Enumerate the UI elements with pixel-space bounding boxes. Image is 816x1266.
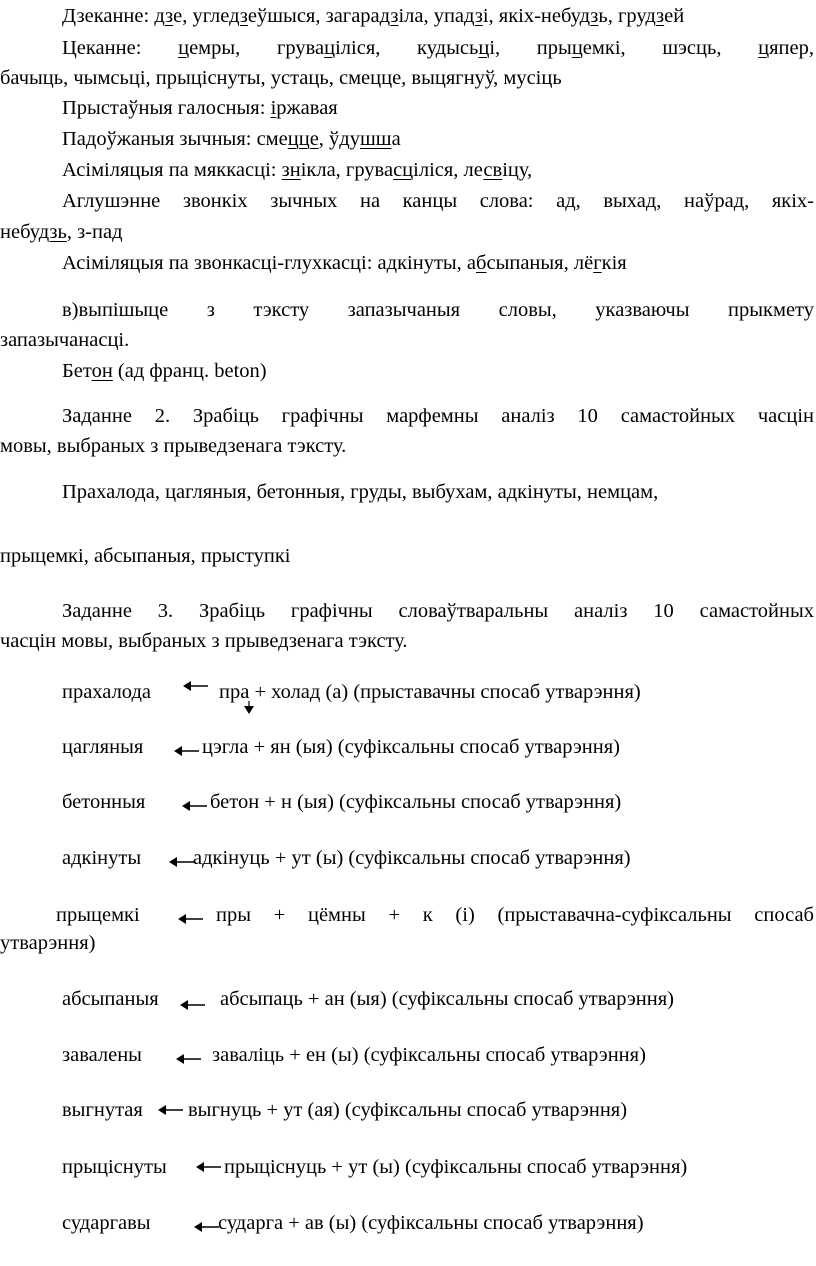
underlined-letters: дз xyxy=(379,5,399,27)
underlined-letters: ц xyxy=(324,37,336,59)
task2-line-2: мовы, выбраных з прыведзенага тэксту. xyxy=(0,435,347,457)
derivation-arrow xyxy=(176,1048,202,1072)
down-arrow-icon xyxy=(243,701,255,715)
derivation-row-analysis-continued: утварэння) xyxy=(0,932,96,954)
text-fragment: Прыстаўныя галосныя: xyxy=(62,97,271,119)
aglushenne-line-1: Аглушэнне звонкіх зычных на канцы слова: ад, выхад, наўрад, якіх- xyxy=(62,190,814,212)
derivation-row-word: прыцемкі xyxy=(56,904,140,926)
text-fragment: іліся, ле xyxy=(413,159,484,181)
asimiljacyja-zvonkasci-line xyxy=(62,251,627,275)
underlined-letters: б xyxy=(476,252,487,274)
left-arrow-icon xyxy=(176,1052,202,1066)
text-fragment: і, якіх-небу xyxy=(482,5,580,27)
text-fragment: і, пры xyxy=(489,37,572,59)
underlined-letters: і xyxy=(270,97,277,119)
underlined-letters: дз xyxy=(229,5,248,27)
underlined-letters: ц xyxy=(178,37,190,59)
underlined-letters: дз xyxy=(154,5,174,27)
underlined-letters: зн xyxy=(281,159,301,181)
padouzhanyja-line xyxy=(62,127,401,151)
task3-line-1: Заданне 3. Зрабіць графічны словаўтваральны аналіз 10 самастойных xyxy=(62,600,814,622)
tsekanne-label: Цеканне: xyxy=(62,37,179,59)
text-fragment: япер, xyxy=(769,37,814,59)
vypishyce-line-1: в)выпішыце з тэксту запазычаныя словы, указваючы прыкмету xyxy=(62,299,814,321)
text-fragment: еўшыся, загара xyxy=(247,5,380,27)
derivation-arrow xyxy=(158,1099,184,1123)
derivation-row-analysis: адкінуць + ут (ы) (суфіксальны спосаб утварэння) xyxy=(193,847,631,869)
underlined-letters: шш xyxy=(359,128,392,150)
text-fragment: небу xyxy=(0,221,39,243)
derivation-row-word: выгнутая xyxy=(62,1099,143,1121)
derivation-row-analysis: заваліць + ен (ы) (суфіксальны спосаб утварэння) xyxy=(212,1044,646,1066)
derivation-row-analysis: абсыпаць + ан (ыя) (суфіксальны спосаб утварэння) xyxy=(220,988,674,1010)
text-fragment: іліся, кудысь xyxy=(335,37,479,59)
aglushenne-line-2 xyxy=(0,220,123,244)
underlined-letters: он xyxy=(91,360,113,382)
dzekanne-label: Дзеканне: xyxy=(62,5,155,27)
text-fragment: Бет xyxy=(62,360,92,382)
derivation-row-word: прахалода xyxy=(62,681,151,703)
left-arrow-icon xyxy=(196,1160,222,1174)
text-fragment: кія xyxy=(601,252,627,274)
asimiljacyja-mjakkasci-line xyxy=(62,158,532,182)
text-fragment: Падоўжаныя зычныя: сме xyxy=(62,128,288,150)
text-fragment: , з-па xyxy=(66,221,113,243)
task2-words-line-2: прыцемкі, абсыпаныя, прыступкі xyxy=(0,545,291,567)
derivation-arrow xyxy=(174,740,200,764)
underlined-letters: д xyxy=(386,252,398,274)
derivation-arrow xyxy=(196,1156,222,1180)
derivation-row-word: сударгавы xyxy=(62,1212,151,1234)
derivation-row-word: цагляныя xyxy=(62,736,144,758)
text-fragment: ей xyxy=(664,5,685,27)
vypishyce-line-2: запазычанасці. xyxy=(0,329,130,351)
text-fragment: кінуты, а xyxy=(397,252,477,274)
derivation-arrow xyxy=(182,795,208,819)
derivation-row-analysis: пры + цёмны + к (і) (прыставачна-суфіксальны спосаб xyxy=(216,904,814,926)
underlined-letters: дз xyxy=(579,5,599,27)
underlined-letters: св xyxy=(483,159,503,181)
left-arrow-icon xyxy=(194,1220,220,1234)
derivation-arrow xyxy=(183,675,209,699)
task2-line-1: Заданне 2. Зрабіць графічны марфемны аналіз 10 самастойных часцін xyxy=(62,405,814,427)
text-fragment: емкі, шэсць, xyxy=(582,37,759,59)
derivation-row-word: абсыпаныя xyxy=(62,988,159,1010)
derivation-row-analysis: бетон + н (ыя) (суфіксальны спосаб утварэння) xyxy=(210,791,622,813)
text-fragment: ікла, грува xyxy=(300,159,394,181)
text-fragment: е, угле xyxy=(173,5,230,27)
text-fragment: емры, грува xyxy=(189,37,325,59)
derivation-row-word: адкінуты xyxy=(62,847,142,869)
text-fragment: іцу, xyxy=(502,159,533,181)
text-fragment: а xyxy=(391,128,401,150)
task3-line-2: часцін мовы, выбраных з прыведзенага тэксту. xyxy=(0,630,408,652)
text-fragment: Асіміляцыя па звонкасці-глухкасці: а xyxy=(62,252,387,274)
underlined-letters: ц xyxy=(571,37,583,59)
underlined-letters: дзь xyxy=(38,221,67,243)
underlined-letters: ц xyxy=(758,37,770,59)
derivation-row-analysis: прыцiснуць + ут (ы) (суфіксальны спосаб утварэння) xyxy=(224,1156,688,1178)
left-arrow-icon xyxy=(158,1103,184,1117)
underlined-letters: г xyxy=(593,252,602,274)
derivation-row-analysis: пра + холад (а) (прыставачны спосаб утварэння) xyxy=(219,681,641,703)
underlined-letters: д xyxy=(112,221,123,243)
task2-words-line-1: Прахалода, цагляныя, бетонныя, груды, выбухам, адкінуты, немцам, xyxy=(62,481,659,503)
derivation-row-word: бетонныя xyxy=(62,791,146,813)
derivation-row-word: прыцiснуты xyxy=(62,1156,167,1178)
underlined-letters: дз xyxy=(464,5,483,27)
derivation-arrow xyxy=(180,994,206,1018)
text-fragment: , ўду xyxy=(318,128,360,150)
derivation-arrow xyxy=(169,851,195,875)
derivation-arrow xyxy=(194,1216,220,1240)
underlined-letters: ц xyxy=(478,37,490,59)
text-fragment: іла, упа xyxy=(398,5,465,27)
text-fragment: ржавая xyxy=(276,97,338,119)
derivation-arrow xyxy=(178,908,204,932)
dzekanne-line xyxy=(62,4,684,28)
underlined-letters: дз xyxy=(645,5,665,27)
derivation-row-word: завалены xyxy=(62,1044,142,1066)
left-arrow-icon xyxy=(182,799,208,813)
underlined-letters: сц xyxy=(393,159,414,181)
tsekanne-line-1 xyxy=(62,36,814,60)
derivation-row-analysis: выгнуць + ут (ая) (суфіксальны спосаб утварэння) xyxy=(188,1099,628,1121)
derivation-row-analysis: цэгла + ян (ыя) (суфіксальны спосаб утварэння) xyxy=(202,736,620,758)
prystaunyja-line xyxy=(62,96,338,120)
derivation-row-analysis: сударга + ав (ы) (суфіксальны спосаб утварэння) xyxy=(218,1212,644,1234)
down-arrow-marker xyxy=(243,697,255,721)
text-fragment: ь, гру xyxy=(598,5,646,27)
left-arrow-icon xyxy=(169,855,195,869)
text-fragment: сыпаныя, лё xyxy=(486,252,594,274)
left-arrow-icon xyxy=(180,998,206,1012)
tsekanne-line-2: бачыць, чымсьці, прыцiснуты, устаць, смецце, выцягнуў, мусiць xyxy=(0,67,562,89)
text-fragment: (ад франц. beton) xyxy=(112,360,267,382)
text-fragment: Асіміляцыя па мяккасці: xyxy=(62,159,282,181)
beton-line xyxy=(62,359,267,383)
underlined-letters: цце xyxy=(287,128,319,150)
left-arrow-icon xyxy=(183,679,209,693)
left-arrow-icon xyxy=(178,912,204,926)
left-arrow-icon xyxy=(174,744,200,758)
